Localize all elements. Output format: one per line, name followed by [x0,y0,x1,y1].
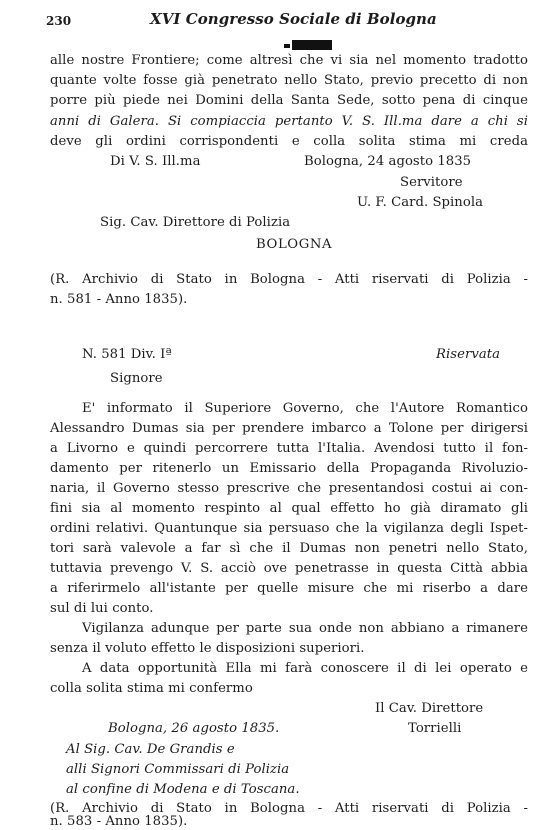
classification: Riservata [436,347,500,362]
body-line: tuttavia prevengo V. S. acciò ove penetrasse in questa Città abbia [50,561,528,576]
body-line: a riferirmelo all'istante per quelle misure che mi riserbo a dare [50,581,528,596]
place-date: Bologna, 26 agosto 1835. [108,721,280,736]
body-line: quante volte fosse già penetrato nello Stato, previo precetto di non [50,73,528,88]
body-line: E' informato il Superiore Governo, che l'Autore Romantico [82,401,528,416]
signoff-title: Il Cav. Direttore [375,701,484,716]
body-line: deve gli ordini corrispondenti e colla solita stima mi creda [50,134,528,149]
body-line: sul di lui conto. [50,601,154,616]
place-date: Bologna, 24 agosto 1835 [304,154,472,169]
body-line: colla solita stima mi confermo [50,681,253,696]
body-line: porre più piede nei Domini della Santa Sede, sotto pena di cinque [50,93,528,108]
ink-blot [292,40,332,50]
recipient-line: al confine di Modena e di Toscana. [66,782,300,797]
body-line: Alessandro Dumas sia per prendere imbarco a Tolone per dirigersi [50,421,528,436]
body-line: ordini relativi. Quantunque sia persuaso che la vigilanza degli Ispet- [50,521,528,536]
archive-source: (R. Archivio di Stato in Bologna - Atti riservati di Polizia - [50,272,528,287]
ink-blot [284,44,290,48]
addressee: Sig. Cav. Direttore di Polizia [100,215,291,230]
body-line: senza il voluto effetto le disposizioni superiori. [50,641,365,656]
body-line: alle nostre Frontiere; come altresì che vi sia nel momento tradotto [50,53,528,68]
salutation: Di V. S. Ill.ma [110,154,201,169]
recipient-line: alli Signori Commissari di Polizia [66,762,290,777]
body-line: anni di Galera. Si compiaccia pertanto V. S. Ill.ma dare a chi si [50,114,528,129]
body-line: a Livorno e quindi percorrere tutta l'Italia. Avendosi tutto il fon- [50,441,528,456]
addressee-city: BOLOGNA [256,237,333,252]
servitore-line: Servitore [400,175,463,190]
archive-source: n. 583 - Anno 1835). [50,814,188,829]
body-line: damento per ritenerlo un Emissario della Propaganda Rivoluzio- [50,461,528,476]
body-line: tori sarà valevole a far sì che il Dumas non penetri nello Stato, [50,541,528,556]
protocol-number: N. 581 Div. Iª [82,347,172,362]
archive-source: n. 581 - Anno 1835). [50,292,188,307]
archive-source: (R. Archivio di Stato in Bologna - Atti riservati di Polizia - [50,801,528,816]
body-line: fini sia al momento respinto al qual effetto ho già diramato gli [50,501,528,516]
signature: U. F. Card. Spinola [357,195,484,210]
running-head: XVI Congresso Sociale di Bologna [150,10,437,28]
page-number: 230 [46,14,72,28]
body-line: naria, il Governo stesso prescrive che presentandosi costui ai con- [50,481,528,496]
body-line: A data opportunità Ella mi farà conoscere il di lei operato e [82,661,528,676]
body-line: Vigilanza adunque per parte sua onde non abbiano a rimanere [82,621,528,636]
greeting: Signore [110,371,163,386]
signoff-name: Torrielli [408,721,462,736]
recipient-line: Al Sig. Cav. De Grandis e [66,742,235,757]
